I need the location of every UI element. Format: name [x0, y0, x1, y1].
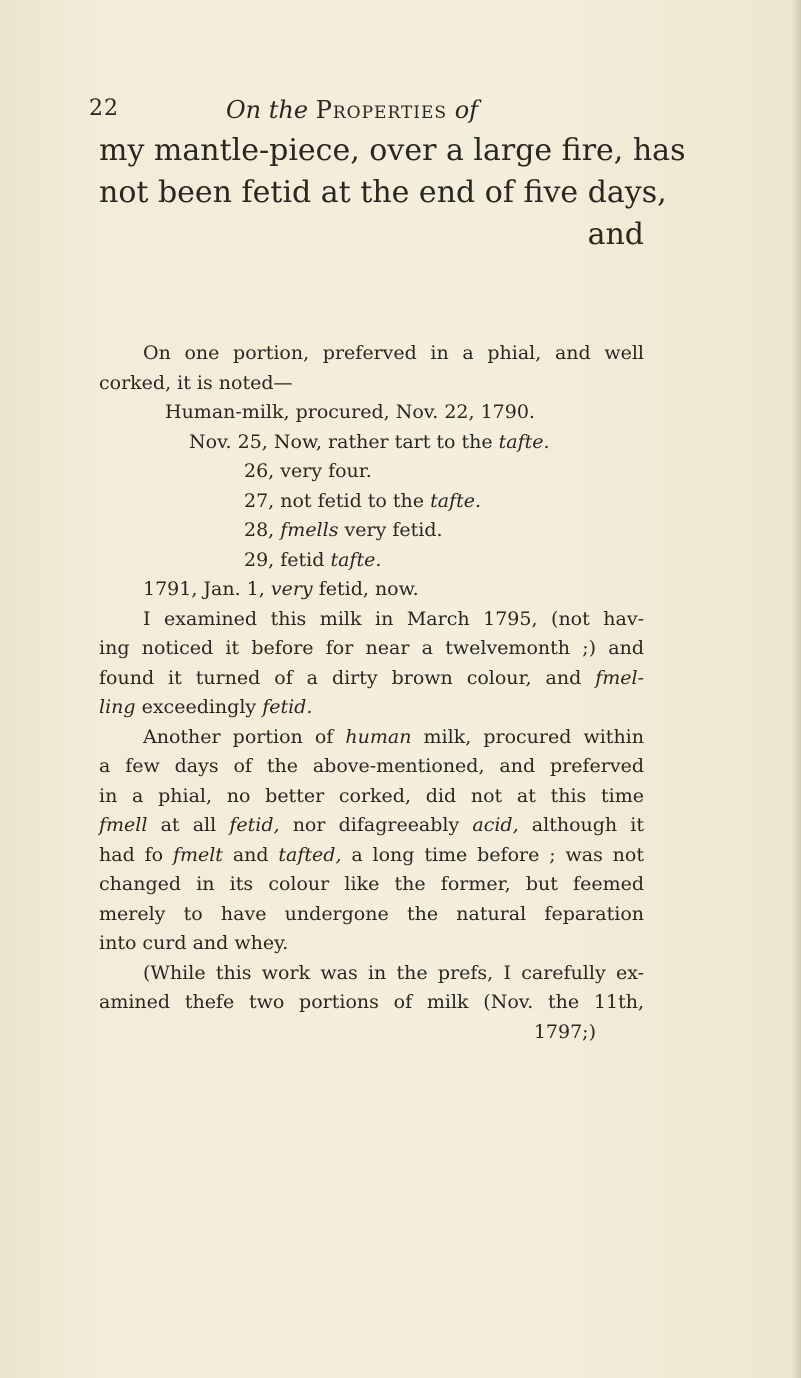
text-line: changed in its colour like the former, but feemed: [99, 873, 644, 895]
text-line: amined thefe two portions of milk (Nov. the 11th,: [99, 991, 644, 1013]
text-line: corked, it is noted—: [99, 371, 293, 394]
journal-entry: 27, not fetid to the tafte.: [244, 489, 481, 512]
text-line: (While this work was in the prefs, I carefully ex-: [143, 961, 644, 984]
running-head: [226, 96, 478, 124]
journal-entry: 1791, Jan. 1, very fetid, now.: [143, 578, 419, 600]
main-text-block: [99, 130, 686, 256]
text-line: my mantle-piece, over a large fire, has: [99, 133, 686, 168]
journal-entry: Human-milk, procured, Nov. 22, 1790.: [165, 401, 535, 423]
text-line: into curd and whey.: [99, 932, 289, 954]
running-head-properties: Properties: [315, 96, 448, 124]
catchword: and: [587, 217, 644, 252]
text-line: in a phial, no better corked, did not at this time: [99, 784, 644, 807]
page-edge-shadow: [791, 0, 801, 1378]
running-head-on: On: [226, 96, 262, 124]
text-line: Another portion of human milk, procured within: [143, 725, 644, 748]
journal-entry: 29, fetid tafte.: [244, 548, 382, 571]
page-number: 22: [89, 96, 119, 121]
running-head-of: of: [454, 96, 479, 124]
running-head-the: the: [268, 96, 309, 124]
text-line: merely to have undergone the natural feparation: [99, 902, 644, 925]
text-line: On one portion, preferved in a phial, and well: [143, 342, 644, 364]
catchword: 1797;): [533, 1020, 596, 1043]
text-line: not been fetid at the end of five days,: [99, 175, 667, 210]
journal-entry: 28, fmells very fetid.: [244, 519, 443, 541]
journal-entry: Nov. 25, Now, rather tart to the tafte.: [189, 430, 550, 453]
text-line: fmell at all fetid, nor difagreeably acid, although it: [99, 814, 644, 836]
journal-entry: 26, very four.: [244, 460, 372, 482]
footnote-block: [99, 339, 644, 1047]
text-line: ing noticed it before for near a twelvemonth ;) and: [99, 637, 644, 659]
text-line: ling exceedingly fetid.: [99, 696, 313, 718]
text-line: found it turned of a dirty brown colour, and fmel-: [99, 666, 644, 689]
text-line: I examined this milk in March 1795, (not hav-: [143, 607, 644, 630]
text-line: a few days of the above-mentioned, and preferved: [99, 755, 644, 777]
text-line: had fo fmelt and tafted, a long time before ; was not: [99, 843, 644, 866]
